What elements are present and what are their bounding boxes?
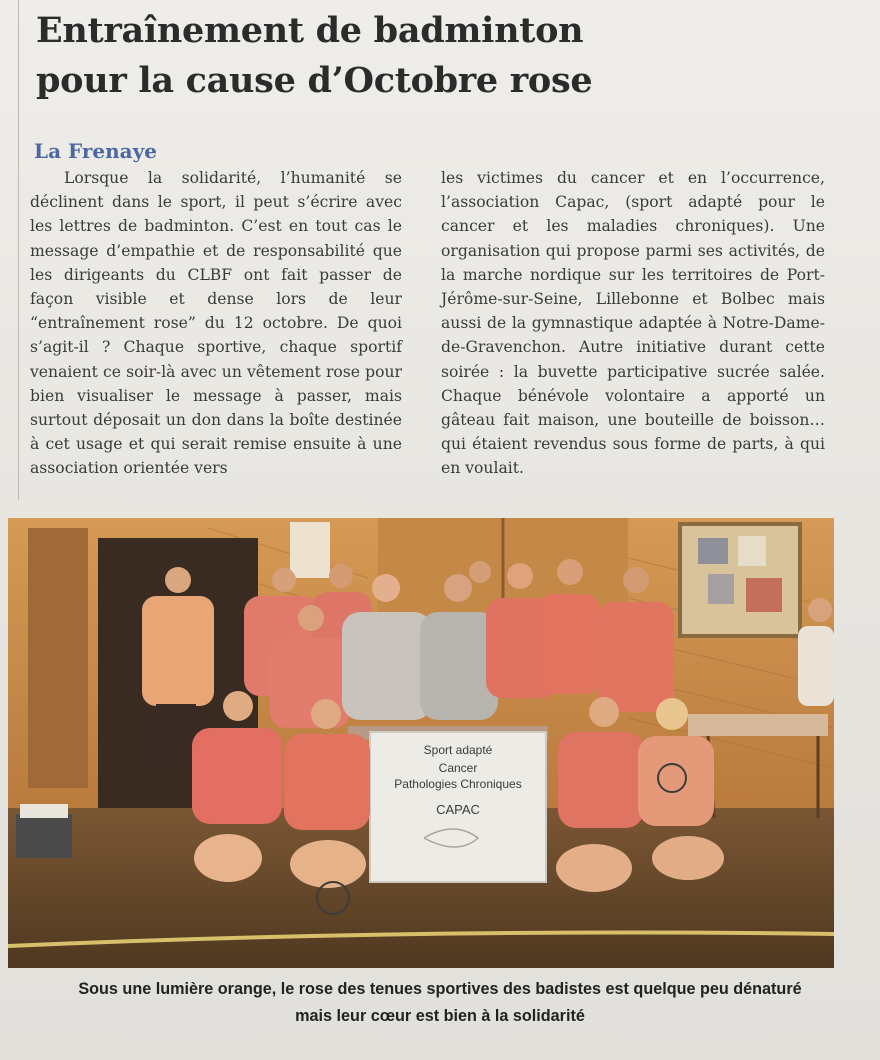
dateline: La Frenaye	[34, 139, 157, 163]
article-column-right: les victimes du cancer et en l’occurrence, l’association Capac, (sport adapté pour le cancer et les maladies chroniques). Une organisation qui propose parmi ses activités, de la marche nordique sur les territoires de Port-Jérôme-sur-Seine, Lillebonne et Bolbec mais aussi de la gymnastique adaptée à Notre-Dame-de-Gravenchon. Autre initiative durant cette soirée : la buvette participative sucrée salée. Chaque bénévole volontaire a apporté un gâteau fait maison, une bouteille de boisson… qui étaient revendus sous forme de parts, à qui en voulait.	[441, 169, 825, 478]
banner-line-1: Sport adapté	[423, 743, 493, 757]
headline-line-1: Entraînement de badminton	[36, 10, 584, 51]
caption-line-2: mais leur cœur est bien à la solidarité	[295, 1007, 585, 1025]
left-pillar	[28, 528, 88, 788]
column-rule	[18, 0, 19, 500]
article-photo	[8, 518, 834, 968]
photo-illustration	[8, 518, 834, 968]
banner-line-3: Pathologies Chroniques	[394, 777, 522, 791]
basket	[16, 814, 72, 858]
banner-line-2: Cancer	[438, 761, 478, 775]
refreshment-table	[688, 714, 828, 736]
article-column-left: Lorsque la solidarité, l’humanité se déclinent dans le sport, il peut s’écrire avec les lettres de badminton. C’est en tout cas le message d’empathie et de responsabilité que les dirigeants du CLBF ont fait passer de façon visible et dense lors de leur “entraînement rose” du 12 octobre. De quoi s’agit-il ? Chaque sportive, chaque sportif venaient ce soir-là avec un vêtement rose pour bien visualiser le message à passer, mais surtout déposait un don dans la boîte destinée à cet usage et qui serait remise ensuite à une association orientée vers	[30, 169, 402, 478]
headline	[36, 6, 836, 106]
photo-caption	[20, 976, 860, 1030]
wall-poster	[290, 522, 330, 578]
capac-banner	[370, 732, 546, 882]
headline-line-2: pour la cause d’Octobre rose	[36, 60, 593, 101]
banner-line-4: CAPAC	[436, 802, 480, 817]
caption-line-1: Sous une lumière orange, le rose des tenues sportives des badistes est quelque peu dénaturé	[78, 980, 802, 998]
